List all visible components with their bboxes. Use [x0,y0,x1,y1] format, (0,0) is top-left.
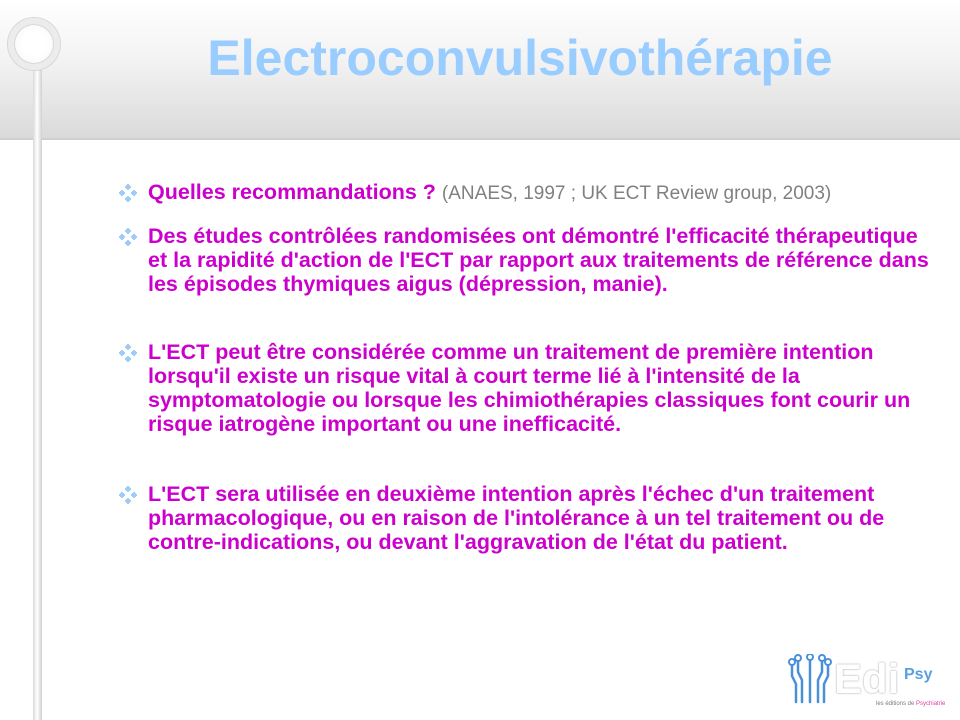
bullet-text: Quelles recommandations ? [148,180,442,204]
ring-ornament [8,18,60,70]
four-diamond-bullet-icon [116,225,140,249]
edipsy-logo [788,652,948,716]
slide-title: Electroconvulsivothérapie [207,30,833,86]
bullet-text: L'ECT sera utilisée en deuxième intention après l'échec d'un traitement pharmacologique, ou en raison de l'intolérance à un tel traitement ou de contre-indications, ou devant l'aggravation de l'état du patient. [148,482,885,554]
bullet-list [116,180,936,554]
bullet-item-first-intention [116,340,936,436]
logo-name-main: Edi [834,655,900,702]
vertical-rod-ornament [33,66,42,720]
bullet-text: L'ECT peut être considérée comme un traitement de première intention lorsqu'il existe un risque vital à court terme lié à l'intensité de la symptomatologie ou lorsque les chimiothérapies classiques font courir un risque iatrogène important ou une inefficacité. [148,340,911,436]
four-diamond-bullet-icon [116,341,140,365]
bullet-text: Des études contrôlées randomisées ont démontré l'efficacité thérapeutique et la rapidité d'action de l'ECT par rapport aux traitements de référence dans les épisodes thymiques aigus (dépression, manie). [148,224,929,296]
logo-tagline [876,700,945,708]
four-diamond-bullet-icon [116,181,140,205]
bullet-reference: (ANAES, 1997 ; UK ECT Review group, 2003) [441,183,832,204]
bullet-item-second-intention [116,482,936,554]
bullet-item-studies [116,224,936,296]
logo-tagline-a: les éditions de [876,701,917,707]
circuit-tree-logo-icon [788,654,832,706]
bullet-item-recommendations [116,180,936,206]
logo-tagline-b: Psychiatrie [916,701,946,707]
four-diamond-bullet-icon [116,483,140,507]
logo-name-sub: Psy [904,666,933,683]
